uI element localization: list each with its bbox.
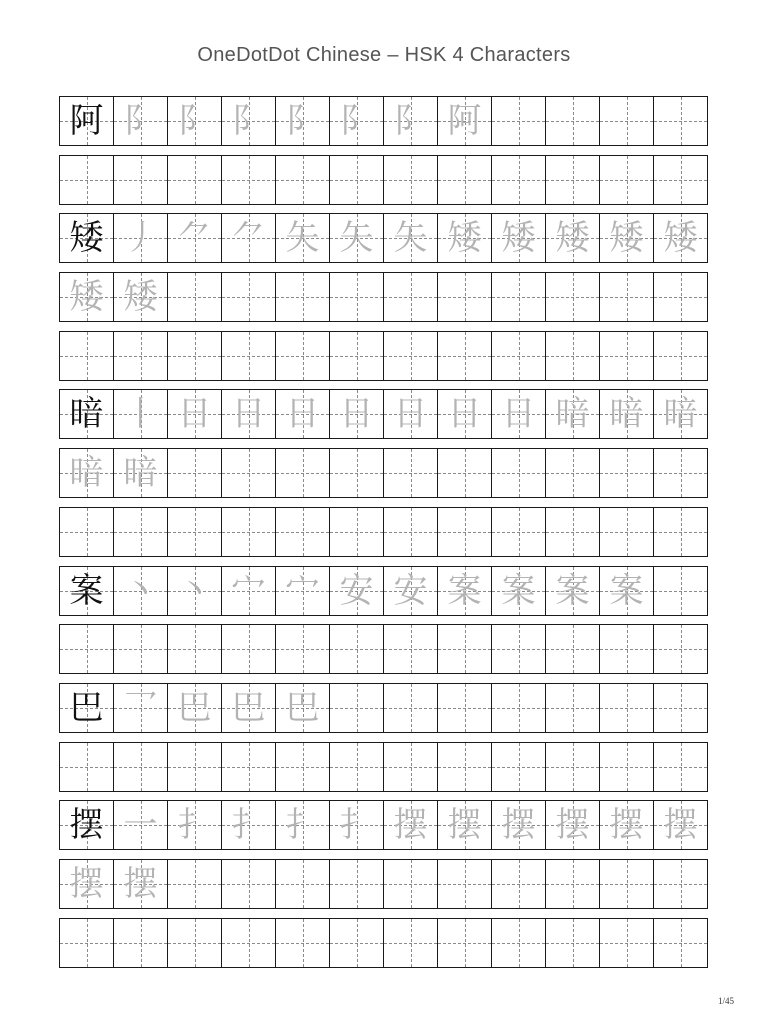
grid-cell	[275, 801, 329, 849]
trace-character: 摆	[393, 805, 428, 846]
grid-cell	[113, 743, 167, 791]
grid-cell	[653, 156, 707, 204]
grid-cell	[60, 214, 113, 262]
practice-row	[59, 389, 708, 439]
grid-cell	[329, 860, 383, 908]
model-character: 矮	[69, 218, 104, 259]
grid-cell	[60, 919, 113, 967]
grid-cell	[167, 684, 221, 732]
grid-cell	[653, 214, 707, 262]
grid-cell	[113, 801, 167, 849]
grid-cell	[383, 567, 437, 615]
page-title: OneDotDot Chinese – HSK 4 Characters	[197, 44, 571, 66]
grid-cell	[437, 214, 491, 262]
grid-cell	[545, 508, 599, 556]
trace-character: 案	[447, 570, 482, 611]
grid-cell	[599, 97, 653, 145]
grid-cell	[491, 919, 545, 967]
grid-cell	[599, 273, 653, 321]
practice-grid	[59, 96, 708, 976]
grid-cell	[275, 860, 329, 908]
grid-cell	[383, 332, 437, 380]
grid-cell	[221, 508, 275, 556]
grid-cell	[329, 567, 383, 615]
trace-character: 阝	[285, 101, 320, 141]
grid-cell	[113, 919, 167, 967]
grid-cell	[275, 567, 329, 615]
grid-cell	[275, 97, 329, 145]
grid-cell	[113, 567, 167, 615]
grid-cell	[329, 390, 383, 438]
practice-row	[59, 683, 708, 733]
grid-cell	[653, 273, 707, 321]
grid-cell	[491, 801, 545, 849]
trace-character: 扌	[285, 805, 320, 846]
trace-character: 阝	[231, 101, 266, 141]
practice-row	[59, 742, 708, 792]
grid-cell	[491, 156, 545, 204]
grid-cell	[653, 332, 707, 380]
trace-character: 摆	[663, 805, 698, 846]
trace-character: 暗	[123, 453, 158, 494]
grid-cell	[113, 273, 167, 321]
grid-cell	[60, 860, 113, 908]
grid-cell	[113, 214, 167, 262]
trace-character: 矢	[393, 218, 428, 259]
grid-cell	[275, 214, 329, 262]
practice-row	[59, 918, 708, 968]
grid-cell	[275, 449, 329, 497]
grid-cell	[167, 156, 221, 204]
grid-cell	[167, 273, 221, 321]
grid-cell	[653, 684, 707, 732]
grid-cell	[167, 214, 221, 262]
trace-character: 矢	[339, 218, 374, 259]
trace-character: ⺈	[231, 218, 266, 259]
grid-cell	[167, 567, 221, 615]
grid-cell	[221, 625, 275, 673]
model-character: 案	[69, 570, 104, 611]
trace-character: 摆	[555, 805, 590, 846]
grid-cell	[383, 919, 437, 967]
trace-character: 阿	[447, 101, 482, 141]
trace-character: 案	[609, 570, 644, 611]
grid-cell	[545, 919, 599, 967]
trace-character: 暗	[69, 453, 104, 494]
grid-cell	[113, 508, 167, 556]
trace-character: 丿	[123, 218, 158, 259]
grid-cell	[60, 625, 113, 673]
trace-character: 矮	[123, 277, 158, 318]
grid-cell	[167, 801, 221, 849]
grid-cell	[221, 743, 275, 791]
grid-cell	[275, 919, 329, 967]
practice-row	[59, 624, 708, 674]
grid-cell	[653, 743, 707, 791]
grid-cell	[60, 508, 113, 556]
grid-cell	[329, 97, 383, 145]
grid-cell	[599, 860, 653, 908]
trace-character: 丶	[177, 570, 212, 611]
trace-character: 阝	[339, 101, 374, 141]
trace-character: 暗	[663, 394, 698, 435]
practice-row	[59, 448, 708, 498]
trace-character: 矮	[663, 218, 698, 259]
grid-cell	[599, 684, 653, 732]
grid-cell	[599, 390, 653, 438]
trace-character: ⺈	[177, 218, 212, 259]
grid-cell	[437, 390, 491, 438]
grid-cell	[545, 97, 599, 145]
grid-cell	[383, 860, 437, 908]
grid-cell	[329, 625, 383, 673]
grid-cell	[167, 625, 221, 673]
trace-character: 日	[447, 394, 482, 435]
grid-cell	[221, 390, 275, 438]
grid-cell	[60, 273, 113, 321]
grid-cell	[545, 860, 599, 908]
grid-cell	[599, 449, 653, 497]
trace-character: 乛	[123, 687, 158, 728]
practice-row	[59, 800, 708, 850]
trace-character: 宀	[285, 570, 320, 611]
grid-cell	[60, 97, 113, 145]
grid-cell	[437, 743, 491, 791]
trace-character: 阝	[177, 101, 212, 141]
grid-cell	[329, 801, 383, 849]
grid-cell	[383, 684, 437, 732]
grid-cell	[491, 743, 545, 791]
grid-cell	[60, 156, 113, 204]
grid-cell	[491, 684, 545, 732]
grid-cell	[437, 801, 491, 849]
trace-character: 案	[555, 570, 590, 611]
practice-row	[59, 859, 708, 909]
grid-cell	[221, 567, 275, 615]
trace-character: 案	[501, 570, 536, 611]
grid-cell	[221, 684, 275, 732]
grid-cell	[221, 156, 275, 204]
grid-cell	[545, 567, 599, 615]
trace-character: 日	[501, 394, 536, 435]
grid-cell	[491, 97, 545, 145]
trace-character: 一	[123, 805, 158, 846]
trace-character: 矢	[285, 218, 320, 259]
grid-cell	[167, 508, 221, 556]
grid-cell	[60, 743, 113, 791]
grid-cell	[329, 273, 383, 321]
grid-cell	[275, 273, 329, 321]
grid-cell	[437, 625, 491, 673]
trace-character: 丨	[123, 394, 158, 435]
grid-cell	[383, 156, 437, 204]
grid-cell	[491, 390, 545, 438]
trace-character: 矮	[555, 218, 590, 259]
grid-cell	[329, 684, 383, 732]
grid-cell	[167, 97, 221, 145]
grid-cell	[491, 508, 545, 556]
grid-cell	[437, 567, 491, 615]
trace-character: 摆	[447, 805, 482, 846]
grid-cell	[491, 625, 545, 673]
trace-character: 扌	[339, 805, 374, 846]
grid-cell	[653, 97, 707, 145]
grid-cell	[383, 625, 437, 673]
trace-character: 巴	[285, 687, 320, 728]
trace-character: 日	[339, 394, 374, 435]
model-character: 摆	[69, 805, 104, 846]
grid-cell	[383, 449, 437, 497]
grid-cell	[437, 684, 491, 732]
grid-cell	[113, 156, 167, 204]
grid-cell	[383, 743, 437, 791]
grid-cell	[491, 214, 545, 262]
grid-cell	[113, 625, 167, 673]
grid-cell	[491, 332, 545, 380]
grid-cell	[329, 508, 383, 556]
grid-cell	[599, 743, 653, 791]
trace-character: 扌	[177, 805, 212, 846]
trace-character: 日	[393, 394, 428, 435]
trace-character: 矮	[501, 218, 536, 259]
trace-character: 矮	[609, 218, 644, 259]
grid-cell	[167, 449, 221, 497]
grid-cell	[437, 508, 491, 556]
grid-cell	[275, 743, 329, 791]
grid-cell	[113, 860, 167, 908]
grid-cell	[329, 743, 383, 791]
grid-cell	[599, 156, 653, 204]
grid-cell	[653, 860, 707, 908]
grid-cell	[383, 801, 437, 849]
grid-cell	[653, 625, 707, 673]
model-character: 阿	[69, 101, 104, 141]
grid-cell	[221, 214, 275, 262]
grid-cell	[275, 390, 329, 438]
grid-cell	[221, 449, 275, 497]
grid-cell	[167, 743, 221, 791]
grid-cell	[653, 919, 707, 967]
model-character: 暗	[69, 394, 104, 435]
trace-character: 矮	[69, 277, 104, 318]
grid-cell	[113, 684, 167, 732]
grid-cell	[437, 449, 491, 497]
grid-cell	[221, 801, 275, 849]
grid-cell	[275, 156, 329, 204]
grid-cell	[60, 390, 113, 438]
grid-cell	[275, 625, 329, 673]
grid-cell	[113, 449, 167, 497]
grid-cell	[383, 508, 437, 556]
page-number: 1/45	[717, 996, 734, 1006]
trace-character: 摆	[69, 863, 104, 904]
grid-cell	[383, 97, 437, 145]
grid-cell	[383, 273, 437, 321]
grid-cell	[545, 273, 599, 321]
grid-cell	[437, 156, 491, 204]
grid-cell	[167, 860, 221, 908]
practice-row	[59, 155, 708, 205]
grid-cell	[60, 684, 113, 732]
grid-cell	[653, 449, 707, 497]
grid-cell	[437, 97, 491, 145]
grid-cell	[60, 332, 113, 380]
grid-cell	[653, 801, 707, 849]
practice-row	[59, 566, 708, 616]
grid-cell	[545, 449, 599, 497]
trace-character: 扌	[231, 805, 266, 846]
grid-cell	[221, 860, 275, 908]
grid-cell	[60, 801, 113, 849]
grid-cell	[599, 919, 653, 967]
grid-cell	[599, 625, 653, 673]
practice-row	[59, 272, 708, 322]
grid-cell	[60, 567, 113, 615]
grid-cell	[599, 508, 653, 556]
grid-cell	[167, 390, 221, 438]
trace-character: 摆	[123, 863, 158, 904]
grid-cell	[437, 273, 491, 321]
grid-cell	[113, 332, 167, 380]
grid-cell	[113, 97, 167, 145]
trace-character: 摆	[501, 805, 536, 846]
grid-cell	[545, 684, 599, 732]
practice-row	[59, 331, 708, 381]
grid-cell	[491, 567, 545, 615]
trace-character: 摆	[609, 805, 644, 846]
trace-character: 阝	[123, 101, 158, 141]
grid-cell	[437, 332, 491, 380]
grid-cell	[545, 743, 599, 791]
grid-cell	[437, 860, 491, 908]
grid-cell	[653, 508, 707, 556]
grid-cell	[113, 390, 167, 438]
grid-cell	[491, 449, 545, 497]
grid-cell	[437, 919, 491, 967]
grid-cell	[545, 625, 599, 673]
trace-character: 日	[285, 394, 320, 435]
trace-character: 宀	[231, 570, 266, 611]
grid-cell	[167, 332, 221, 380]
grid-cell	[275, 508, 329, 556]
trace-character: 日	[177, 394, 212, 435]
grid-cell	[275, 684, 329, 732]
grid-cell	[221, 919, 275, 967]
grid-cell	[545, 390, 599, 438]
grid-cell	[221, 332, 275, 380]
grid-cell	[599, 801, 653, 849]
grid-cell	[545, 801, 599, 849]
grid-cell	[329, 156, 383, 204]
trace-character: 暗	[609, 394, 644, 435]
grid-cell	[329, 214, 383, 262]
grid-cell	[275, 332, 329, 380]
grid-cell	[599, 214, 653, 262]
trace-character: 安	[393, 570, 428, 611]
grid-cell	[329, 332, 383, 380]
grid-cell	[599, 567, 653, 615]
grid-cell	[653, 390, 707, 438]
practice-row	[59, 96, 708, 146]
trace-character: 安	[339, 570, 374, 611]
trace-character: 矮	[447, 218, 482, 259]
grid-cell	[221, 273, 275, 321]
grid-cell	[491, 273, 545, 321]
grid-cell	[599, 332, 653, 380]
grid-cell	[60, 449, 113, 497]
grid-cell	[221, 97, 275, 145]
grid-cell	[545, 332, 599, 380]
trace-character: 暗	[555, 394, 590, 435]
trace-character: 丶	[123, 570, 158, 611]
grid-cell	[167, 919, 221, 967]
trace-character: 日	[231, 394, 266, 435]
trace-character: 巴	[231, 687, 266, 728]
grid-cell	[545, 156, 599, 204]
trace-character: 巴	[177, 687, 212, 728]
grid-cell	[383, 214, 437, 262]
grid-cell	[329, 919, 383, 967]
grid-cell	[329, 449, 383, 497]
trace-character: 阝	[393, 101, 428, 141]
grid-cell	[491, 860, 545, 908]
practice-row	[59, 507, 708, 557]
practice-row	[59, 213, 708, 263]
grid-cell	[545, 214, 599, 262]
grid-cell	[383, 390, 437, 438]
model-character: 巴	[69, 687, 104, 728]
grid-cell	[653, 567, 707, 615]
